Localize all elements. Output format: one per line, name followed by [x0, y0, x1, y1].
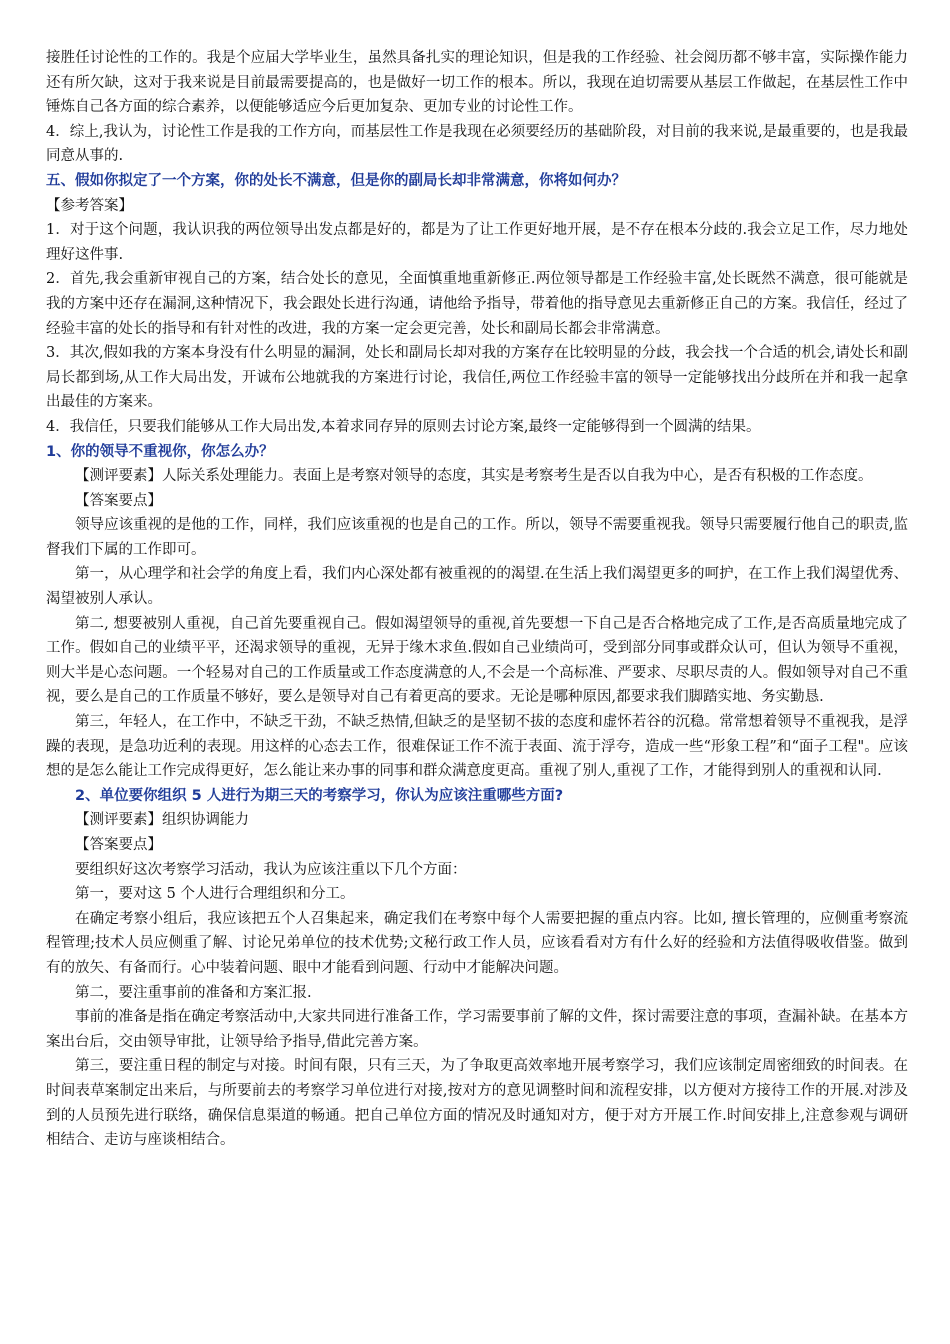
paragraph: 【测评要素】人际关系处理能力。表面上是考察对领导的态度，其实是考察考生是否以自我为中心，是否有积极的工作态度。: [75, 468, 873, 485]
paragraph: 4．我信任，只要我们能够从工作大局出发,本着求同存异的原则去讨论方案,最终一定能够得到一个圆满的结果。: [46, 418, 761, 435]
question-heading: 2、单位要你组织 5 人进行为期三天的考察学习，你认为应该注重哪些方面?: [75, 787, 564, 804]
paragraph: 第三，要注重日程的制定与对接。时间有限，只有三天，为了争取更高效率地开展考察学习，我们应该制定周密细致的时间表。在时间表草案制定出来后，与所要前去的考察学习单位进行对接,按对方的意见调整时间和流程安排，以方便对方接待工作的开展.对涉及到的人员预先进行联络，确保信息渠道的畅通。把自己单位方面的情况及时通知对方，便于对方开展工作.时间安排上,注意参观与调研相结合、走访与座谈相结合。: [46, 1058, 908, 1149]
paragraph: 【答案要点】: [75, 837, 162, 853]
paragraph: 事前的准备是指在确定考察活动中,大家共同进行准备工作，学习需要事前了解的文件，探讨需要注意的事项，查漏补缺。在基本方案出台后，交由领导审批，让领导给予指导,借此完善方案。: [46, 1009, 908, 1050]
paragraph: 4．综上,我认为，讨论性工作是我的工作方向，而基层性工作是我现在必须要经历的基础阶段，对目前的我来说,是最重要的，也是我最同意从事的.: [46, 123, 908, 165]
paragraph: 要组织好这次考察学习活动，我认为应该注重以下几个方面：: [75, 861, 467, 878]
paragraph: 2．首先,我会重新审视自己的方案，结合处长的意见，全面慎重地重新修正.两位领导都是工作经验丰富,处长既然不满意，很可能就是我的方案中还存在漏洞,这种情况下，我会跟处长进行沟通，请他给予指导，带着他的指导意见去重新修正自己的方案。我信任，经过了经验丰富的处长的指导和有针对性的改进，我的方案一定会更完善，处长和副局长都会非常满意。: [46, 271, 908, 337]
paragraph: 第一，要对这 5 个人进行合理组织和分工。: [75, 886, 355, 903]
document-page: [46, 46, 908, 1153]
paragraph: 第二，要注重事前的准备和方案汇报.: [75, 984, 312, 1001]
paragraph: 【答案要点】: [75, 492, 162, 509]
paragraph: 1．对于这个问题，我认识我的两位领导出发点都是好的，都是为了让工作更好地开展，是不存在根本分歧的.我会立足工作，尽力地处理好这件事.: [46, 222, 908, 263]
paragraph: 领导应该重视的是他的工作，同样，我们应该重视的也是自己的工作。所以，领导不需要重视我。领导只需要履行他自己的职责,监督我们下属的工作即可。: [46, 517, 908, 558]
paragraph: 3．其次,假如我的方案本身没有什么明显的漏洞，处长和副局长却对我的方案存在比较明显的分歧，我会找一个合适的机会,请处长和副局长都到场,从工作大局出发，开诚布公地就我的方案进行讨论，我信任,两位工作经验丰富的领导一定能够找出分歧所在并和我一起拿出最佳的方案来。: [46, 345, 908, 411]
section-heading: 五、假如你拟定了一个方案，你的处长不满意，但是你的副局长却非常满意，你将如何办？: [46, 172, 626, 189]
paragraph: 第一，从心理学和社会学的角度上看，我们内心深处都有被重视的的渴望.在生活上我们渴望更多的呵护，在工作上我们渴望优秀、渴望被别人承认。: [46, 566, 908, 608]
paragraph: 【测评要素】组织协调能力: [75, 812, 249, 829]
paragraph: 第三，年轻人，在工作中，不缺乏干劲，不缺乏热情,但缺乏的是坚韧不拔的态度和虚怀若谷的沉稳。常常想着领导不重视我，是浮躁的表现，是急功近利的表现。用这样的心态去工作，很难保证工作不流于表面、流于浮夸，造成一些“形象工程”和“面子工程"。应该想的是怎么能让工作完成得更好，怎么能让来办事的同事和群众满意度更高。重视了别人,重视了工作，才能得到别人的重视和认同.: [46, 714, 908, 780]
paragraph: 【参考答案】: [46, 197, 133, 214]
paragraph: 接胜任讨论性的工作的。我是个应届大学毕业生，虽然具备扎实的理论知识，但是我的工作经验、社会阅历都不够丰富，实际操作能力还有所欠缺，这对于我来说是目前最需要提高的，也是做好一切工作的根本。所以，我现在迫切需要从基层工作做起，在基层性工作中锤炼自己各方面的综合素养，以便能够适应今后更加复杂、更加专业的讨论性工作。: [46, 50, 908, 116]
paragraph: 在确定考察小组后，我应该把五个人召集起来，确定我们在考察中每个人需要把握的重点内容。比如, 擅长管理的，应侧重考察流程管理;技术人员应侧重了解、讨论兄弟单位的技术优势;文秘行政工作人员，应该看看对方有什么好的经验和方法值得吸收借鉴。做到有的放矢、有备而行。心中装着问题、眼中才能看到问题、行动中才能解决问题。: [46, 910, 908, 976]
paragraph: 第二, 想要被别人重视，自己首先要重视自己。假如渴望领导的重视,首先要想一下自己是否合格地完成了工作,是否高质量地完成了工作。假如自己的业绩平平，还渴求领导的重视，无异于缘木求鱼.假如自己业绩尚可，受到部分同事或群众认可，但认为领导不重视，则大半是心态问题。一个轻易对自己的工作质量或工作态度满意的人,不会是一个高标准、严要求、尽职尽责的人。假如领导对自己不重视，要么是自己的工作质量不够好，要么是领导对自己有着更高的要求。无论是哪种原因,都要求我们脚踏实地、务实勤恳.: [46, 615, 908, 706]
question-heading: 1、你的领导不重视你，你怎么办？: [46, 443, 274, 460]
